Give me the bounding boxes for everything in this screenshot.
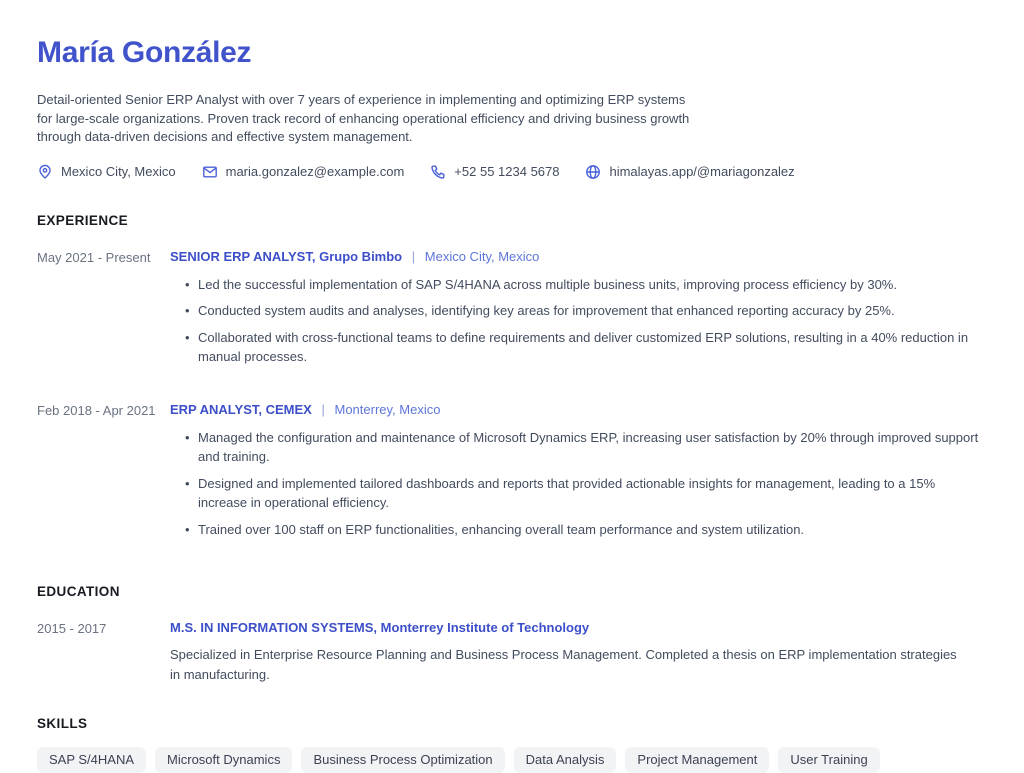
skill-tag: Microsoft Dynamics	[155, 747, 292, 773]
experience-entry	[37, 401, 987, 547]
skill-tag: User Training	[778, 747, 879, 773]
contact-website-text: himalayas.app/@mariagonzalez	[609, 164, 795, 179]
contact-phone-text: +52 55 1234 5678	[454, 164, 560, 179]
bullet-item: • Led the successful implementation of SAP S/4HANA across multiple business units, improving process efficiency by 30%.	[170, 275, 987, 295]
skills-tag-row	[37, 747, 987, 773]
contact-location-text: Mexico City, Mexico	[61, 164, 176, 179]
experience-section-title: EXPERIENCE	[37, 212, 129, 228]
summary-text: Detail-oriented Senior ERP Analyst with over 7 years of experience in implementing and optimizing ERP systems for large-scale organizations. Proven track record of enhancing operational efficiency and driving business growth through data-driven decisions and effective system management.	[37, 92, 690, 144]
bullet-item: • Designed and implemented tailored dashboards and reports that provided actionable insights for management, leading to a 15% increase in operational efficiency.	[170, 474, 987, 513]
entry-company: Grupo Bimbo	[319, 248, 403, 264]
globe-icon	[585, 164, 601, 180]
entry-separator: |	[321, 401, 325, 417]
person-name: María González	[37, 36, 252, 69]
skill-tag: Data Analysis	[514, 747, 617, 773]
entry-headline	[170, 401, 987, 419]
skill-tag: SAP S/4HANA	[37, 747, 146, 773]
education-description: Specialized in Enterprise Resource Planning and Business Process Management. Completed a thesis on ERP implementation strategies in manufacturing.	[170, 647, 957, 682]
skill-tag: Business Process Optimization	[301, 747, 504, 773]
skills-section-title: SKILLS	[37, 716, 88, 731]
bullet-item: • Collaborated with cross-functional teams to define requirements and deliver customized ERP solutions, resulting in a 40% reduction in manual processes.	[170, 328, 987, 367]
bullet-item: • Trained over 100 staff on ERP functionalities, enhancing overall team performance and system utilization.	[170, 520, 987, 540]
entry-bullet-list	[170, 275, 987, 367]
experience-section	[37, 213, 987, 547]
entry-school: Monterrey Institute of Technology	[380, 620, 590, 635]
entry-dates: Feb 2018 - Apr 2021	[37, 402, 156, 418]
education-section-title: EDUCATION	[37, 584, 120, 599]
contact-phone	[430, 164, 559, 180]
entry-bullet-list	[170, 428, 987, 540]
entry-dates: May 2021 - Present	[37, 249, 151, 265]
phone-icon	[430, 164, 446, 180]
contact-website[interactable]	[585, 164, 794, 180]
skills-section	[37, 716, 987, 773]
entry-role: ERP ANALYST,	[170, 401, 262, 417]
bullet-item: • Conducted system audits and analyses, identifying key areas for improvement that enhanced reporting accuracy by 25%.	[170, 301, 987, 321]
entry-degree: M.S. IN INFORMATION SYSTEMS,	[170, 620, 378, 635]
entry-headline	[170, 619, 987, 637]
map-pin-icon	[37, 164, 53, 180]
contact-email-text: maria.gonzalez@example.com	[225, 164, 405, 179]
envelope-icon	[202, 164, 218, 180]
contact-row	[37, 164, 987, 180]
entry-location: Monterrey, Mexico	[334, 401, 441, 417]
bullet-item: • Managed the configuration and maintenance of Microsoft Dynamics ERP, increasing user satisfaction by 20% through improved support and training.	[170, 428, 987, 467]
entry-company: CEMEX	[265, 401, 312, 417]
education-entry	[37, 619, 987, 684]
entry-body	[170, 401, 987, 547]
entry-separator: |	[411, 248, 416, 264]
education-section	[37, 584, 987, 684]
experience-entry	[37, 248, 987, 374]
contact-location	[37, 164, 176, 180]
entry-location: Mexico City, Mexico	[424, 248, 540, 264]
entry-body	[170, 248, 987, 374]
entry-dates: 2015 - 2017	[37, 621, 107, 636]
contact-email[interactable]	[202, 164, 405, 180]
entry-body	[170, 619, 987, 684]
skill-tag: Project Management	[625, 747, 769, 773]
entry-headline	[170, 248, 987, 266]
entry-role: SENIOR ERP ANALYST,	[170, 248, 316, 264]
